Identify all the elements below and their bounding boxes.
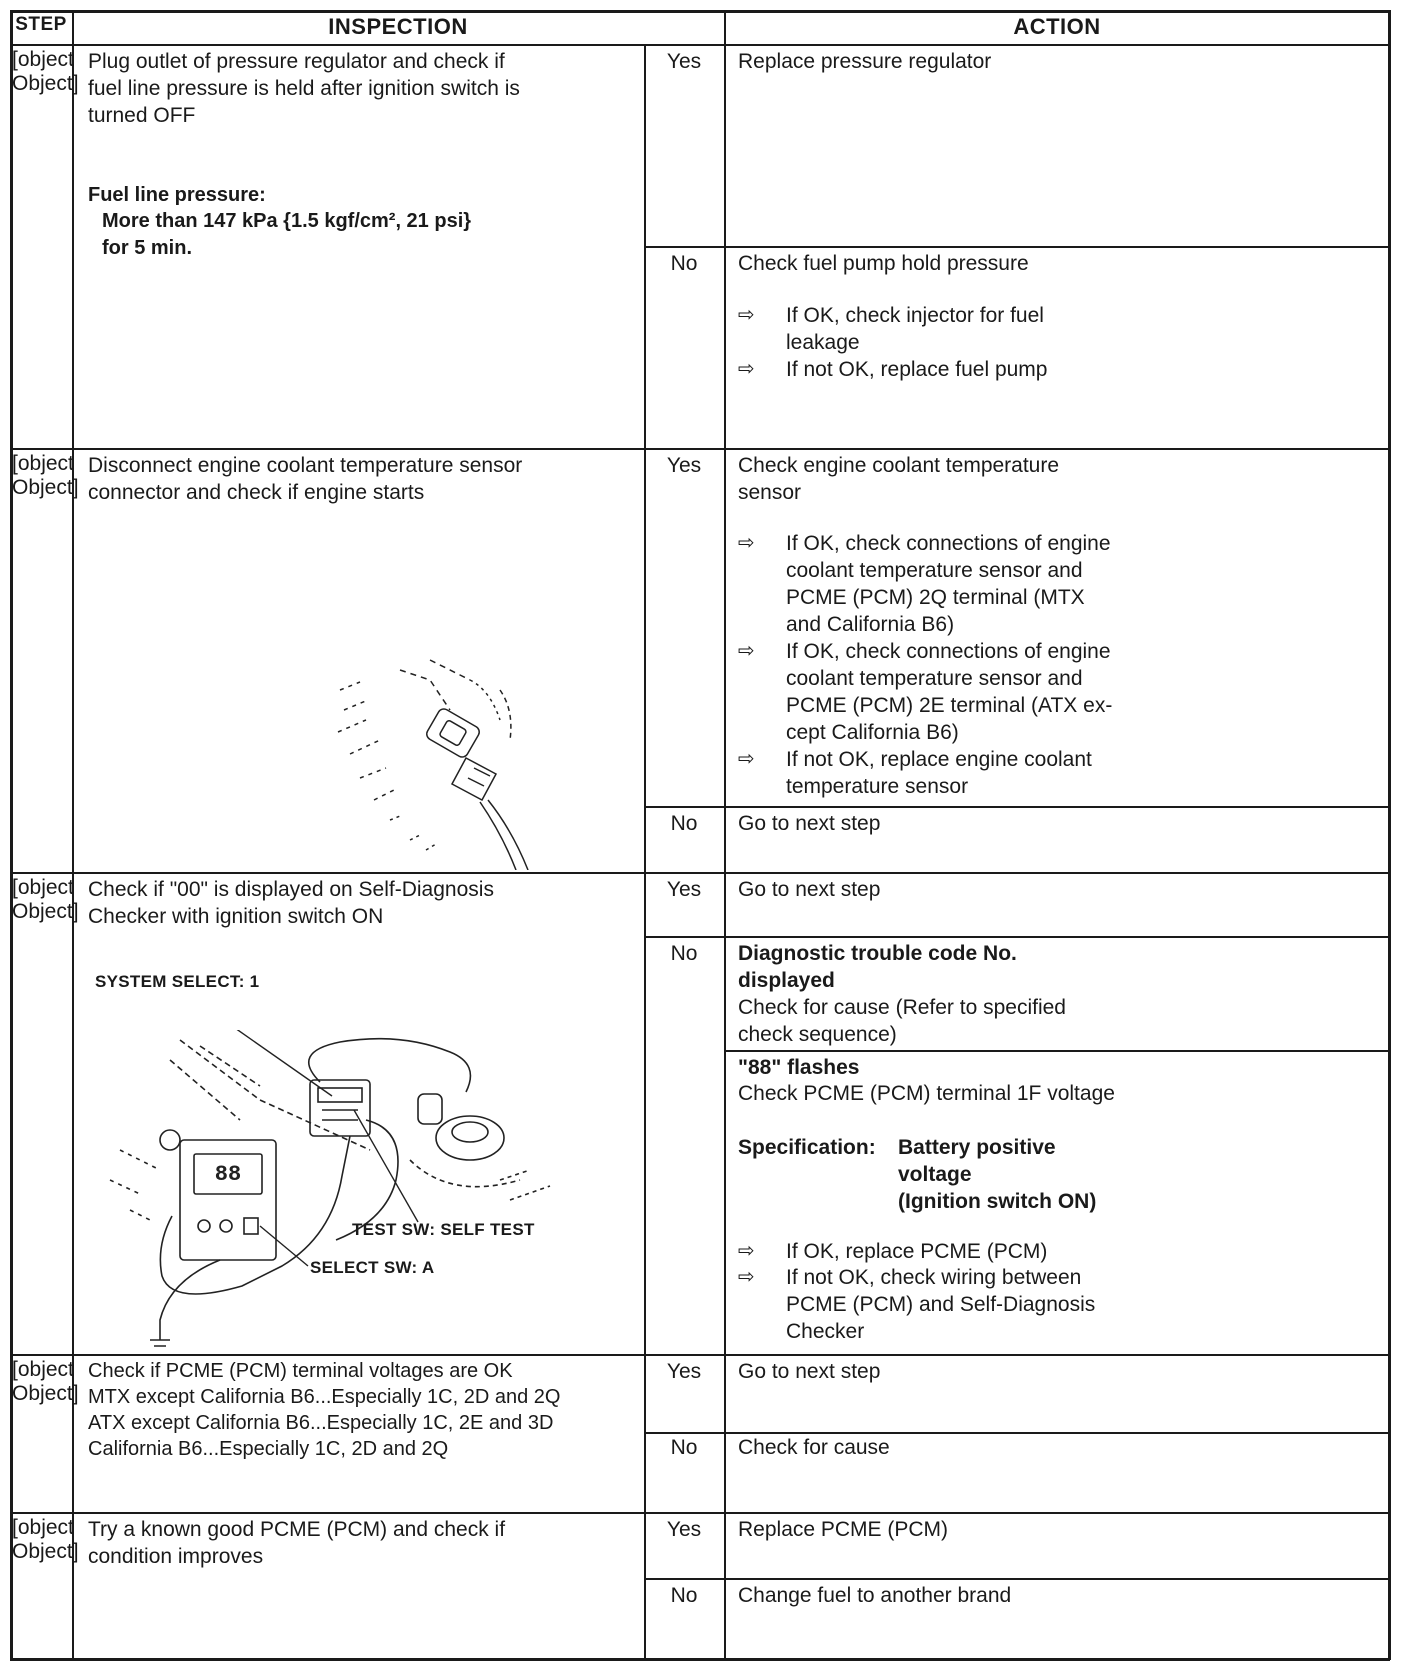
no-label: No (670, 942, 698, 965)
header-rule (10, 44, 1390, 46)
action-bullet: If OK, replace PCME (PCM) (786, 1240, 1048, 1263)
callout-select-sw: SELECT SW: A (310, 1258, 435, 1277)
spec-value: More than 147 kPa {1.5 kgf/cm², 21 psi} for 5 min. (102, 210, 472, 259)
arrow-icon: ⇨ (738, 304, 755, 326)
yes-label: Yes (666, 1518, 702, 1541)
arrow-icon: ⇨ (738, 1240, 755, 1262)
action-yes: Replace pressure regulator (738, 50, 992, 73)
action-no: Go to next step (738, 812, 881, 835)
action-no: Check for cause (738, 1436, 890, 1459)
action-yes: Check engine coolant temperature sensor (738, 454, 1060, 504)
action-bullet: If not OK, replace fuel pump (786, 358, 1048, 381)
yes-no-rule-5 (644, 246, 1390, 248)
no-label: No (670, 812, 698, 835)
yes-no-rule-7 (644, 936, 1390, 938)
action-bullet: If OK, check connections of engine coolant temperature sensor and PCME (PCM) 2E terminal (ATX ex- cept California B6) (786, 640, 1113, 744)
yes-label: Yes (666, 1360, 702, 1383)
arrow-icon: ⇨ (738, 532, 755, 554)
step-rule-5-6 (10, 448, 1390, 450)
yes-label: Yes (666, 878, 702, 901)
action-bullet: If OK, check connections of engine coolant temperature sensor and PCME (PCM) 2Q terminal (MTX and California B6) (786, 532, 1111, 636)
step-rule-8-9 (10, 1512, 1390, 1514)
action-no-case-text: Check PCME (PCM) terminal 1F voltage (738, 1082, 1115, 1105)
step-column-rule (72, 10, 74, 1660)
header-inspection: INSPECTION (328, 14, 468, 39)
step-inspection: Disconnect engine coolant temperature sensor connector and check if engine starts (88, 454, 523, 504)
no-label: No (670, 1436, 698, 1459)
table-border-bottom (10, 1658, 1390, 1661)
step-number: [object Object] (12, 48, 79, 95)
header-action: ACTION (1013, 14, 1101, 39)
action-bullet: If not OK, replace engine coolant temperature sensor (786, 748, 1092, 798)
checker-display: 88 (214, 1162, 242, 1187)
coolant-sensor-illustration (330, 650, 570, 870)
step-inspection: Check if PCME (PCM) terminal voltages are OK MTX except California B6...Especially 1C, 2D and 2Q ATX except California B6...Especially 1C, 2E and 3D California B6...Especially 1C, 2D and 2Q (88, 1360, 561, 1460)
yes-no-rule-9 (644, 1578, 1390, 1580)
yes-label: Yes (666, 454, 702, 477)
arrow-icon: ⇨ (738, 748, 755, 770)
action-no-case-title: "88" flashes (738, 1056, 860, 1079)
action-column-rule (724, 10, 726, 1660)
spec-label: Fuel line pressure: (88, 184, 266, 206)
callout-test-sw: TEST SW: SELF TEST (352, 1220, 535, 1239)
step-rule-6-7 (10, 872, 1390, 874)
action-no-case-title: Diagnostic trouble code No. displayed (738, 942, 1017, 992)
table-border-top (10, 10, 1390, 13)
action-yes: Replace PCME (PCM) (738, 1518, 949, 1541)
no-label: No (670, 1584, 698, 1607)
action-bullet: If OK, check injector for fuel leakage (786, 304, 1044, 354)
action-no: Change fuel to another brand (738, 1584, 1012, 1607)
step-inspection: Try a known good PCME (PCM) and check if condition improves (88, 1518, 506, 1568)
spec-value: Battery positive voltage (Ignition switch ON) (898, 1136, 1097, 1213)
step-inspection: Check if "00" is displayed on Self-Diagnosis Checker with ignition switch ON (88, 878, 494, 928)
step-inspection: Plug outlet of pressure regulator and check if fuel line pressure is held after ignition switch is turned OFF (88, 50, 520, 127)
no-label: No (670, 252, 698, 275)
action-no-case-text: Check for cause (Refer to specified check sequence) (738, 996, 1066, 1046)
step-number: [object Object] (12, 1358, 79, 1405)
diagnostic-table (10, 10, 1390, 1660)
step-number: [object Object] (12, 876, 79, 923)
arrow-icon: ⇨ (738, 1266, 755, 1288)
no-case-rule-7 (724, 1050, 1390, 1052)
yes-no-rule-6 (644, 806, 1390, 808)
inspection-column-rule (644, 44, 646, 1660)
callout-system-select: SYSTEM SELECT: 1 (95, 972, 260, 991)
arrow-icon: ⇨ (738, 358, 755, 380)
arrow-icon: ⇨ (738, 640, 755, 662)
action-yes: Go to next step (738, 1360, 881, 1383)
table-border-left (10, 10, 13, 1660)
action-no: Check fuel pump hold pressure (738, 252, 1029, 275)
yes-label: Yes (666, 50, 702, 73)
step-number: [object Object] (12, 1516, 79, 1563)
header-step: STEP (15, 14, 67, 35)
spec-label: Specification: (738, 1136, 876, 1159)
step-number: [object Object] (12, 452, 79, 499)
action-yes: Go to next step (738, 878, 881, 901)
table-border-right (1388, 10, 1391, 1660)
action-bullet: If not OK, check wiring between PCME (PCM) and Self-Diagnosis Checker (786, 1266, 1096, 1343)
step-rule-7-8 (10, 1354, 1390, 1356)
self-diagnosis-checker-illustration (100, 1030, 640, 1350)
